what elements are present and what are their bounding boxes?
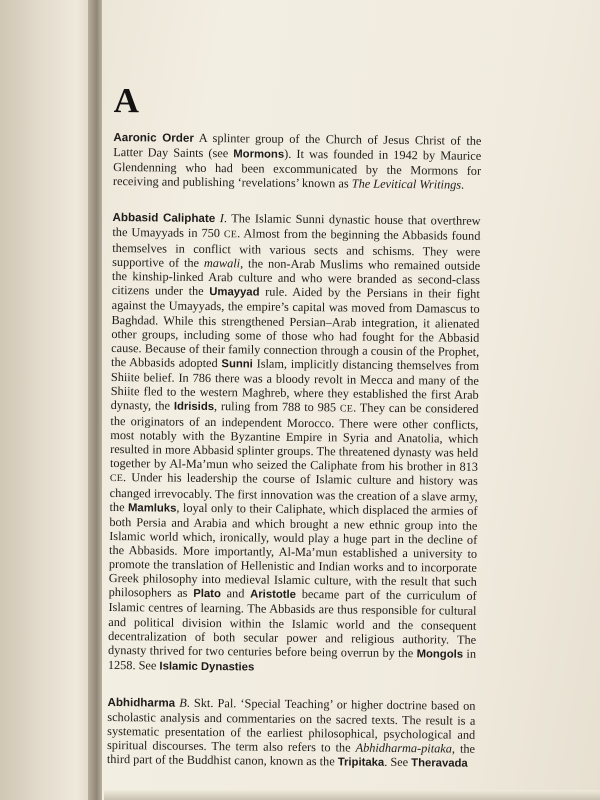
entry-text: Islam, implicitly distancing themselves from Shiite belief. In 786 there was a bloody revolt in Mecca and many of the Shiite fled to the western Maghreb, where they established the first Arab dynasty, the [110,356,480,413]
cross-reference: Mormons [233,148,285,161]
cross-reference: Theravada [411,757,468,770]
page-text [107,82,482,793]
italic-text: Abhidharma-pitaka [355,740,453,756]
entry-text: . The Islamic Sunni dynastic house that overthrew the Umayyads in 750 [112,211,481,241]
cross-reference: Islamic Dynasties [159,660,255,674]
entry-text: . Under his leadership the course of Islamic culture and history was changed irrevocably. The first innovation was the creation of a slave army, the [109,470,478,515]
cross-reference: Tripitaka [337,756,385,769]
section-letter: A [113,81,140,121]
entry-text: A splinter group of the Church of Jesus Christ of the Latter Day Saints (see [113,130,482,161]
italic-text: B [179,695,187,710]
italic-text: I [219,211,224,226]
entry-text: , ruling from 788 to 985 [213,398,341,415]
entry-text: , the third part of the Buddhist canon, known as the [106,741,476,769]
cross-reference: Mongols [416,647,464,661]
page-bottom-edge [104,790,600,800]
dictionary-entry [107,695,476,771]
entry-text: , the non-Arab Muslims who remained outside the kinship-linked Arab culture and who were branded as second-class citizens under the [111,256,481,299]
entry-text: . See [384,754,412,770]
entry-text: . Almost from the beginning the Abbasids found themselves in conflict with various sects and schisms. They were supportive of the [112,226,481,271]
entry-headword: Aaronic Order [113,130,194,145]
entry-text: and [220,586,251,601]
entry-text: . They can be considered the originators of an independent Morocco. There were other conflicts, most notably with the Byzantine Empire in Syria and Anatolia, which resulted in more Abbasid splinter groups. The threatened dynasty was held together by Al-Ma’mun who seized the Caliphate from his brother in 813 [109,400,479,474]
cross-reference: Umayyad [209,286,260,299]
entry-text: rule. Aided by the Persians in their fight against the Umayyads, the empire’s capital was moved from Damascus to Baghdad. While this strengthened Persian–Arab integration, it alienated other groups, including some of those who had fought for the Abbasid cause. Because of their family connection through a cousin of the Prophet, the Abbasids adopted [110,284,480,370]
italic-text: mawali [203,256,241,271]
cross-reference: Idrisids [173,400,215,413]
entry-text: , loyal only to their Caliphate, which displaced the armies of both Persia and Arabia and which brought a new ethnic group into the Islamic world which, ironically, would play a huge part in the decline of the Abbasids. More importantly, Al-Ma’mun established a university to promote the translation of Hellenistic and Indian works and to incorporate Greek philosophy into medieval Islamic culture, with the result that such philosophers as [108,500,478,601]
dictionary-entry [113,130,482,192]
dictionary-entry [108,210,481,676]
left-page-edge [0,0,96,800]
entry-text: . [461,177,465,192]
cross-reference: Aristotle [250,588,297,602]
era-abbreviation: CE [109,473,124,485]
entry-headword: Abbasid Caliphate [112,211,216,226]
entry-text: became part of the curriculum of Islamic centres of learning. The Abbasids are thus responsible for cultural and political division within the Islamic world and the consequent decentralization of both secular power and religious authority. The dynasty thrived for two centuries before being overrun by the [107,587,477,660]
cross-reference: Sunni [221,357,253,371]
entry-text: in 1258. See [107,646,477,673]
cross-reference: Plato [193,588,221,601]
italic-text: The Levitical Writings [351,176,462,192]
entry-body [108,211,481,673]
era-abbreviation: CE [223,229,238,241]
entry-text: . Skt. Pal. ‘Special Teaching’ or higher doctrine based on scholastic analysis and commentaries on the sacred texts. The result is a systematic presentation of the earliest philosophical, psychological and spiritual discourses. The term also refers to the [106,695,476,755]
cross-reference: Mamluks [127,502,177,515]
entry-text: ). It was founded in 1942 by Maurice Glendenning who had been excommunicated by the Mormons for receiving and publishing ‘revelations’ known as [112,146,482,191]
era-abbreviation: CE [339,403,354,415]
entry-headword: Abhidharma [107,695,176,710]
